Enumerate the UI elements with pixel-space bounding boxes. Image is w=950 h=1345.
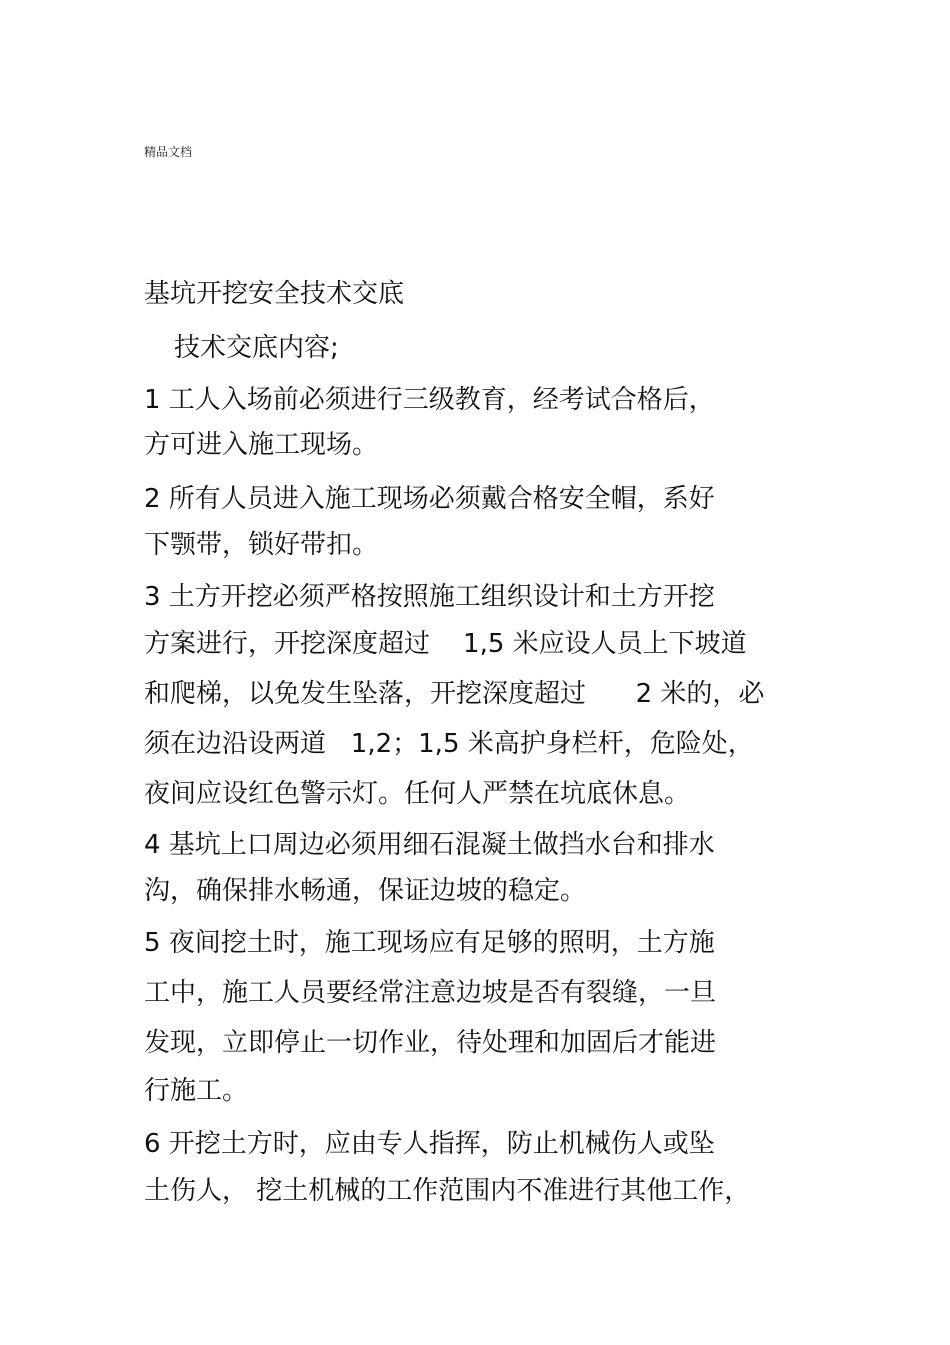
item-5-line-4: 行施工。 [144, 1076, 249, 1106]
item-6-line-1: 6 开挖土方时，应由专人指挥，防止机械伤人或坠 [144, 1129, 715, 1159]
item-4-line-2: 沟，确保排水畅通，保证边坡的稳定。 [144, 876, 587, 906]
document-subtitle: 技术交底内容; [174, 333, 339, 363]
item-4-line-1: 4 基坑上口周边必须用细石混凝土做挡水台和排水 [144, 830, 715, 860]
item-5-line-2: 工中，施工人员要经常注意边坡是否有裂缝，一旦 [144, 978, 717, 1008]
item-3-line-4: 须在边沿设两道 1,2；1,5 米高护身栏杆，危险处， [144, 729, 754, 759]
page-header-label: 精品文档 [144, 145, 193, 159]
item-6-line-2: 土伤人， 挖土机械的工作范围内不准进行其他工作， [144, 1176, 751, 1206]
item-1-line-1: 1 工人入场前必须进行三级教育，经考试合格后， [144, 385, 715, 415]
item-1-line-2: 方可进入施工现场。 [144, 430, 379, 460]
document-title: 基坑开挖安全技术交底 [144, 279, 405, 309]
item-5-line-1: 5 夜间挖土时，施工现场应有足够的照明，土方施 [144, 928, 715, 958]
item-3-line-2: 方案进行，开挖深度超过 1,5 米应设人员上下坡道 [144, 629, 747, 659]
item-5-line-3: 发现，立即停止一切作业，待处理和加固后才能进 [144, 1028, 717, 1058]
item-2-line-1: 2 所有人员进入施工现场必须戴合格安全帽，系好 [144, 484, 715, 514]
item-3-line-1: 3 土方开挖必须严格按照施工组织设计和土方开挖 [144, 582, 715, 612]
item-3-line-3: 和爬梯，以免发生坠落，开挖深度超过 2 米的，必 [144, 679, 765, 709]
item-2-line-2: 下颚带，锁好带扣。 [144, 530, 379, 560]
item-3-line-5: 夜间应设红色警示灯。任何人严禁在坑底休息。 [144, 779, 691, 809]
